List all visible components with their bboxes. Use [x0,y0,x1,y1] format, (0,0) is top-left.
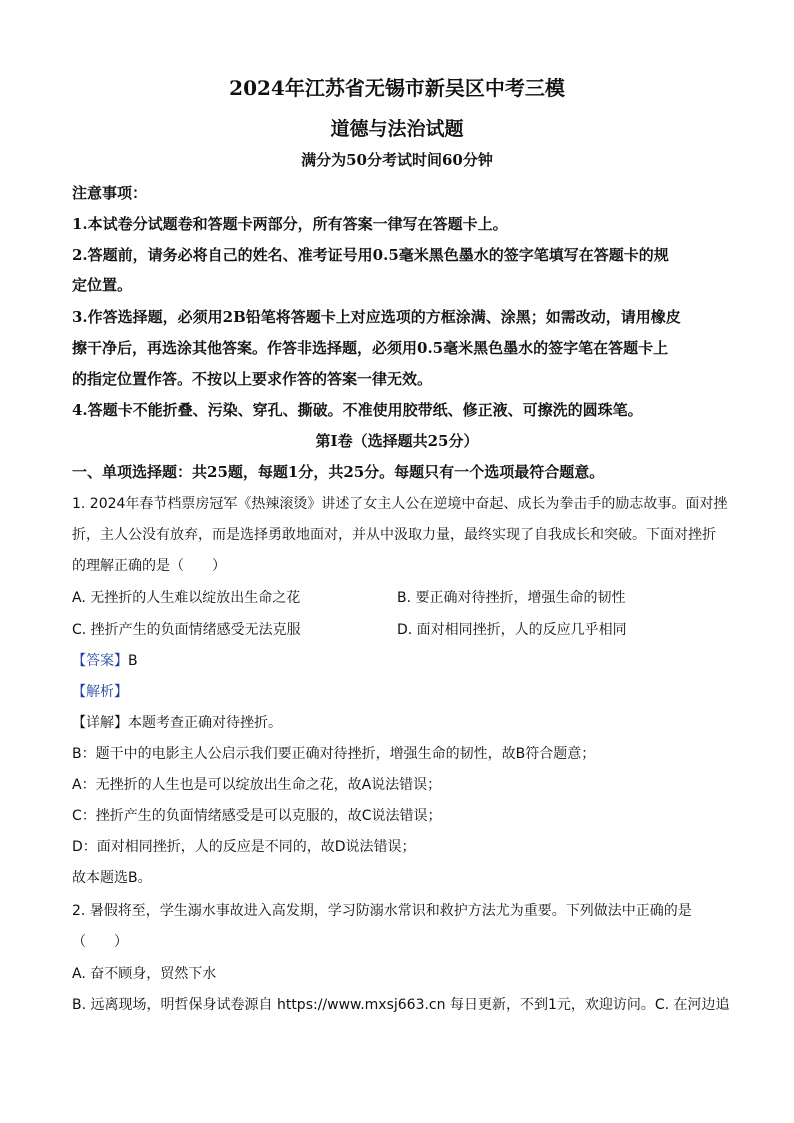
part-heading: 第Ⅰ卷（选择题共25分） [315,432,479,450]
q1-explanation-b: B：题干中的电影主人公启示我们要正确对待挫折，增强生命的韧性，故B符合题意； [72,746,596,762]
q2-stem-line-1: 2. 暑假将至，学生溺水事故进入高发期，学习防溺水常识和救护方法尤为重要。下列做法中正确的是 [72,903,692,919]
exam-score-time: 满分为50分考试时间60分钟 [301,151,493,169]
detail-text: 本题考查正确对待挫折。 [128,715,282,731]
q1-detail [72,712,282,732]
q1-explanation-a: A：无挫折的人生也是可以绽放出生命之花，故A说法错误； [72,777,442,793]
q1-option-b: B. 要正确对待挫折，增强生命的韧性 [397,590,626,606]
notice-item-3-line-1: 3.作答选择题，必须用2B铅笔将答题卡上对应选项的方框涂满、涂黑；如需改动，请用橡皮 [72,308,681,326]
q2-option-b-line: B. 远离现场，明哲保身试卷源自 https://www.mxsj663.cn 每日更新，不到1元，欢迎访问。C. 在河边追 [72,997,730,1013]
q1-option-d: D. 面对相同挫折，人的反应几乎相同 [397,622,627,638]
section-heading: 一、单项选择题：共25题，每题1分，共25分。每题只有一个选项最符合题意。 [72,463,605,481]
detail-tag: 【详解】 [72,715,128,731]
notice-item-3-line-2: 擦干净后，再选涂其他答案。作答非选择题，必须用0.5毫米黑色墨水的签字笔在答题卡上 [72,339,669,357]
q1-analysis-tag: 【解析】 [72,684,128,700]
notice-item-3-line-3: 的指定位置作答。不按以上要求作答的答案一律无效。 [72,370,433,388]
answer-value: B [128,653,138,669]
notice-item-2-line-1: 2.答题前，请务必将自己的姓名、准考证号用0.5毫米黑色墨水的签字笔填写在答题卡的规 [72,246,669,264]
exam-title: 2024年江苏省无锡市新吴区中考三模 [229,76,565,100]
q1-stem-line-1: 1. 2024年春节档票房冠军《热辣滚烫》讲述了女主人公在逆境中奋起、成长为拳击手的励志故事。面对挫 [72,496,728,512]
q1-option-c: C. 挫折产生的负面情绪感受无法克服 [72,622,301,638]
q2-stem-line-2: （ ） [72,934,128,950]
q2-option-a: A. 奋不顾身，贸然下水 [72,966,217,982]
q1-stem-line-2: 折，主人公没有放弃，而是选择勇敢地面对，并从中汲取力量，最终实现了自我成长和突破。下面对挫折 [72,527,716,543]
q1-stem-line-3: 的理解正确的是（ ） [72,558,226,574]
q1-option-a: A. 无挫折的人生难以绽放出生命之花 [72,590,301,606]
q1-explanation-c: C：挫折产生的负面情绪感受是可以克服的，故C说法错误； [72,808,442,824]
exam-subject: 道德与法治试题 [330,118,464,140]
notice-item-4: 4.答题卡不能折叠、污染、穿孔、撕破。不准使用胶带纸、修正液、可擦洗的圆珠笔。 [72,401,643,419]
q1-explanation-d: D：面对相同挫折，人的反应是不同的，故D说法错误； [72,839,416,855]
notice-item-1: 1.本试卷分试题卷和答题卡两部分，所有答案一律写在答题卡上。 [72,215,508,233]
q1-conclusion: 故本题选B。 [72,870,152,886]
answer-tag: 【答案】 [72,653,128,669]
q1-answer [72,650,138,670]
notice-item-2-line-2: 定位置。 [72,276,133,294]
notice-heading: 注意事项： [72,184,148,202]
